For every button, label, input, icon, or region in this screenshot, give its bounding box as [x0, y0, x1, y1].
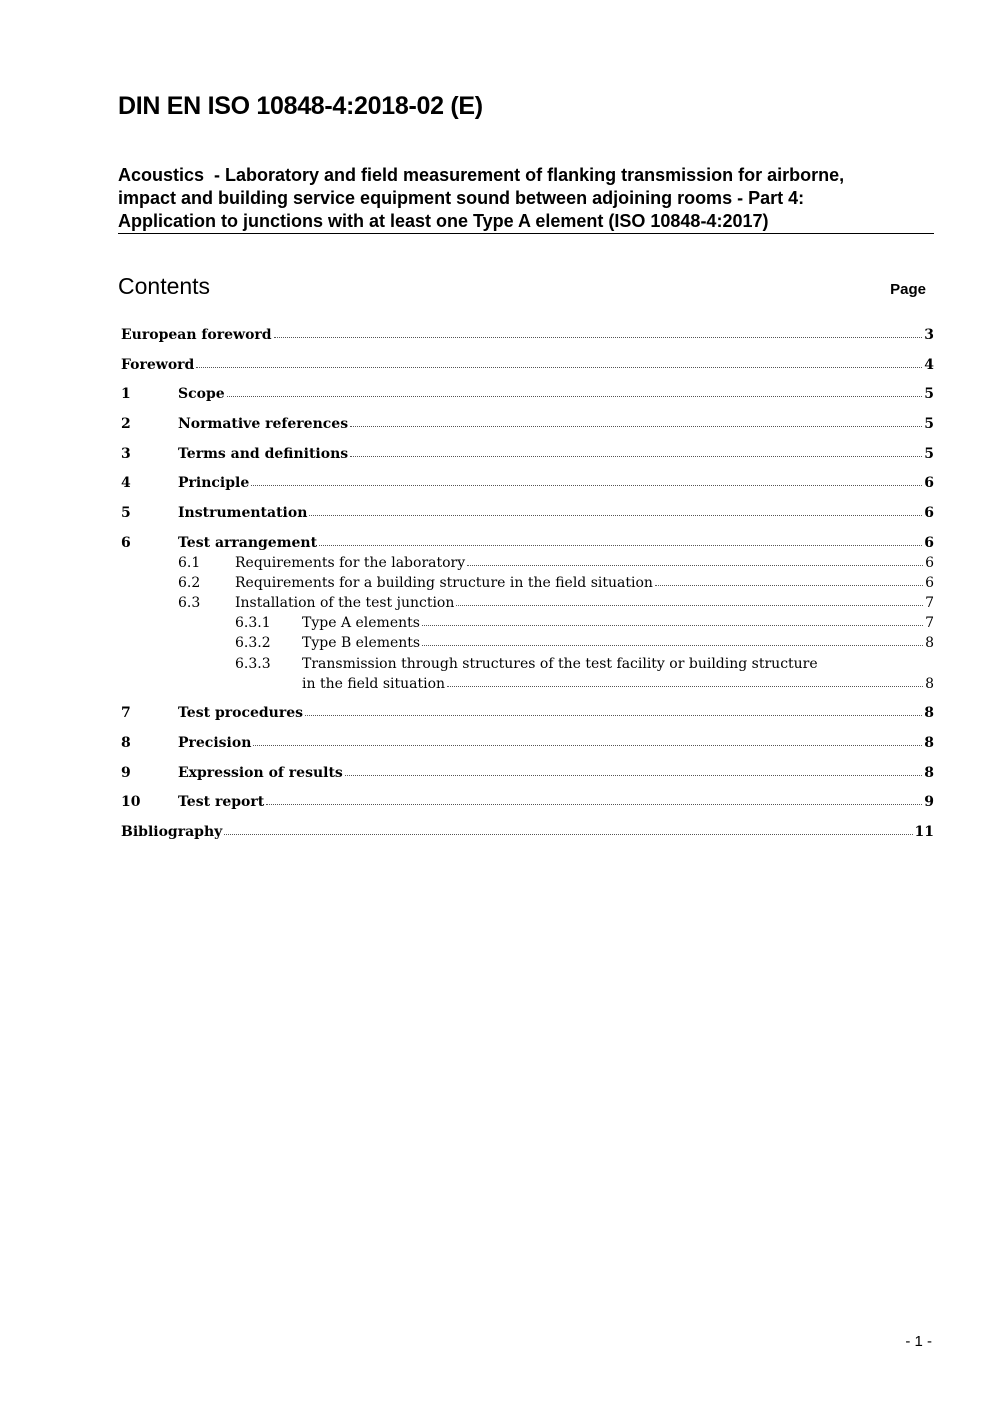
toc-entry-title: Principle	[178, 475, 250, 491]
toc-entry-number: 6.3	[178, 595, 201, 611]
toc-entry-title: Transmission through structures of the test facility or building structure	[302, 656, 818, 672]
toc-entry-continuation[interactable]	[235, 672, 934, 692]
toc-entry-number: 4	[121, 475, 131, 491]
toc-entry-title: Installation of the test junction	[235, 595, 455, 611]
toc-entry-title: European foreword	[121, 327, 272, 343]
toc-entry-number: 10	[121, 794, 141, 810]
toc-entry-page: 11	[914, 824, 934, 840]
toc-entry-page: 7	[925, 615, 934, 631]
toc-entry-title: Test procedures	[178, 705, 304, 721]
toc-entry-title: Type A elements	[302, 615, 420, 631]
toc-entry-title: Bibliography	[121, 824, 223, 840]
dot-leader	[456, 605, 923, 606]
dot-leader	[227, 396, 923, 397]
toc-entry[interactable]	[178, 551, 934, 571]
toc-entry-number: 2	[121, 416, 131, 432]
toc-entry-number: 3	[121, 446, 131, 462]
dot-leader	[467, 565, 923, 566]
toc-entry-title: Scope	[178, 386, 225, 402]
dot-leader	[350, 426, 922, 427]
document-title	[118, 164, 934, 233]
toc-entry[interactable]	[121, 353, 934, 373]
toc-entry[interactable]	[121, 501, 934, 521]
page-column-heading: Page	[890, 281, 926, 298]
toc-entry-title: Precision	[178, 735, 252, 751]
dot-leader	[655, 585, 923, 586]
dot-leader	[253, 745, 922, 746]
document-id: DIN EN ISO 10848-4:2018-02 (E)	[118, 92, 483, 120]
toc-entry-number: 5	[121, 505, 131, 521]
toc-entry[interactable]	[121, 790, 934, 810]
toc-entry[interactable]	[121, 761, 934, 781]
dot-leader	[345, 775, 922, 776]
toc-entry-number: 9	[121, 765, 131, 781]
toc-entry-number: 6.1	[178, 555, 201, 571]
dot-leader	[266, 804, 922, 805]
dot-leader	[422, 645, 923, 646]
toc-entry-number: 6	[121, 535, 131, 551]
toc-entry-title: Normative references	[178, 416, 349, 432]
toc-entry[interactable]	[121, 323, 934, 343]
toc-entry-number: 1	[121, 386, 131, 402]
toc-entry-page: 6	[925, 555, 934, 571]
toc-entry-number: 6.2	[178, 575, 201, 591]
toc-entry-page: 8	[925, 676, 934, 692]
toc-entry[interactable]	[235, 652, 934, 672]
dot-leader	[319, 545, 922, 546]
toc-entry-page: 5	[924, 446, 934, 462]
toc-entry[interactable]	[178, 571, 934, 591]
toc-entry-page: 6	[925, 575, 934, 591]
toc-entry-page: 6	[924, 535, 934, 551]
toc-entry-title: Foreword	[121, 357, 195, 373]
toc-entry[interactable]	[235, 611, 934, 631]
toc-entry-page: 6	[924, 475, 934, 491]
contents-heading: Contents	[118, 273, 211, 299]
title-divider	[118, 233, 934, 234]
toc-entry[interactable]	[235, 631, 934, 651]
toc-entry[interactable]	[121, 412, 934, 432]
toc-entry-title: Test arrangement	[178, 535, 318, 551]
toc-entry-page: 8	[924, 765, 934, 781]
toc-entry-title: Type B elements	[302, 635, 421, 651]
toc-entry-page: 8	[924, 705, 934, 721]
dot-leader	[196, 367, 922, 368]
toc-entry-title: Requirements for a building structure in the field situation	[235, 575, 653, 591]
toc-entry[interactable]	[121, 442, 934, 462]
toc-entry-number: 6.3.1	[235, 615, 271, 631]
toc-entry[interactable]	[121, 471, 934, 491]
toc-entry-number: 6.3.3	[235, 656, 271, 672]
toc-entry-page: 5	[924, 416, 934, 432]
toc-entry-title: Requirements for the laboratory	[235, 555, 466, 571]
toc-entry-page: 6	[924, 505, 934, 521]
toc-entry[interactable]	[178, 591, 934, 611]
toc-entry-page: 5	[924, 386, 934, 402]
toc-entry[interactable]	[121, 382, 934, 402]
toc-entry-title: Test report	[178, 794, 265, 810]
toc-entry-page: 7	[925, 595, 934, 611]
toc-entry-number: 8	[121, 735, 131, 751]
toc-entry-title: Instrumentation	[178, 505, 308, 521]
toc-entry[interactable]	[121, 701, 934, 721]
toc-entry[interactable]	[121, 820, 934, 840]
toc-entry-title: Terms and definitions	[178, 446, 349, 462]
dot-leader	[309, 515, 922, 516]
toc-entry-number: 6.3.2	[235, 635, 271, 651]
toc-entry-page: 9	[924, 794, 934, 810]
toc-entry-title: Expression of results	[178, 765, 343, 781]
dot-leader	[274, 337, 923, 338]
title-line: impact and building service equipment sound between adjoining rooms - Part 4:	[118, 188, 805, 208]
title-line: Acoustics - Laboratory and field measurement of flanking transmission for airborne,	[118, 165, 845, 185]
dot-leader	[224, 834, 912, 835]
dot-leader	[350, 456, 922, 457]
toc-entry-number: 7	[121, 705, 131, 721]
dot-leader	[447, 686, 923, 687]
title-line: Application to junctions with at least one Type A element (ISO 10848-4:2017)	[118, 211, 769, 231]
page-number: - 1 -	[905, 1333, 932, 1350]
toc-entry-page: 4	[924, 357, 934, 373]
toc-entry-page: 3	[924, 327, 934, 343]
toc-entry[interactable]	[121, 531, 934, 551]
toc-entry-page: 8	[925, 635, 934, 651]
toc-entry-page: 8	[924, 735, 934, 751]
dot-leader	[251, 485, 922, 486]
dot-leader	[422, 625, 923, 626]
toc-entry-title-continued: in the field situation	[302, 676, 446, 692]
dot-leader	[305, 715, 922, 716]
toc-entry[interactable]	[121, 731, 934, 751]
